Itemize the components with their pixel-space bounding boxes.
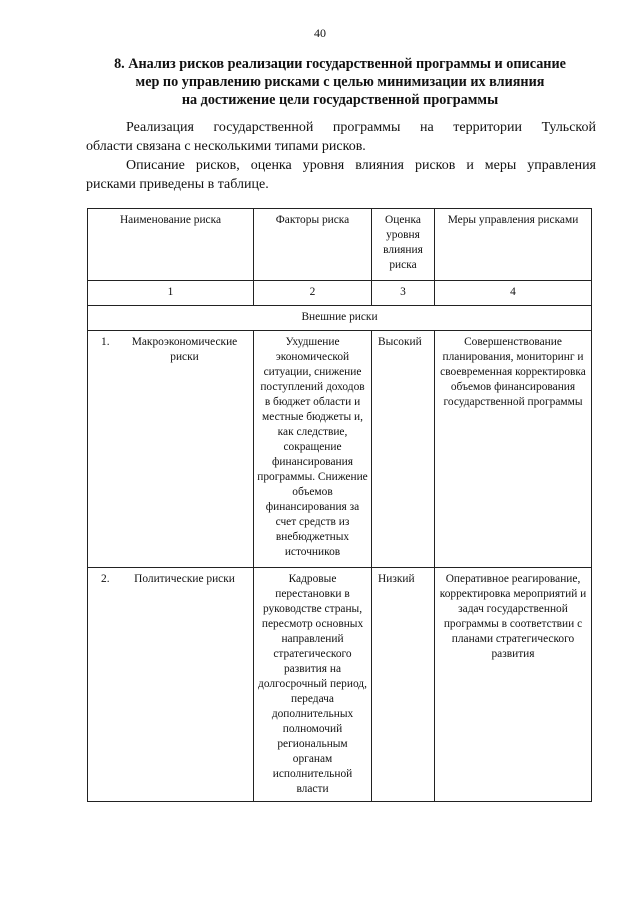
page-number: 40 [314,26,326,40]
risk-name: Макроэкономические риски [131,336,238,363]
risk-name-cell [88,331,254,568]
column-number: 4 [435,281,592,306]
column-number: 3 [372,281,435,306]
intro-paragraph-line-1: Реализация государственной программы на территории Тульской [126,120,596,135]
column-number: 1 [88,281,254,306]
risk-factors: Кадровые перестановки в руководстве страны, пересмотр основных направлений стратегического развития на долгосрочный период, передача дополнительных полномочий региональным органам исполнительной власти [254,568,372,802]
risk-name-cell [88,568,254,802]
section-title-line-1: 8. Анализ рисков реализации государственной программы и описание [114,56,566,72]
group-label: Внешние риски [88,306,592,331]
table-reference-paragraph [86,156,596,194]
risk-factors: Ухудшение экономической ситуации, снижение поступлений доходов в бюджет области и местные бюджеты и, как следствие, сокращение финансирования программы. Снижение объемов финансирования за счет средств из внебюджетных источников [254,331,372,568]
intro-paragraph [86,118,596,156]
column-number: 2 [254,281,372,306]
row-number: 1. [101,336,110,348]
impact-level: Низкий [372,568,435,802]
risk-table [87,208,592,802]
section-title [80,55,600,109]
table-reference-line-2: рисками приведены в таблице. [86,177,269,192]
header-management-measures: Меры управления рисками [435,209,592,281]
table-row [88,568,592,802]
table-header-row [88,209,592,281]
management-measures: Совершенствование планирования, мониторинг и своевременная корректировка объемов финансирования государственной программы [435,331,592,568]
risk-name: Политические риски [134,573,235,585]
column-number-row [88,281,592,306]
header-risk-name: Наименование риска [88,209,254,281]
management-measures: Оперативное реагирование, корректировка мероприятий и задач государственной программы в соответствии с планами стратегического развития [435,568,592,802]
header-impact-level: Оценка уровня влияния риска [372,209,435,281]
impact-level: Высокий [372,331,435,568]
table-row [88,331,592,568]
intro-paragraph-line-2: области связана с несколькими типами рисков. [86,139,366,154]
section-title-line-2: мер по управлению рисками с целью минимизации их влияния [135,74,545,90]
section-title-line-3: на достижение цели государственной программы [181,92,499,108]
header-risk-factors: Факторы риска [254,209,372,281]
table-reference-line-1: Описание рисков, оценка уровня влияния рисков и меры управления [126,158,596,173]
row-number: 2. [101,573,110,585]
group-row [88,306,592,331]
